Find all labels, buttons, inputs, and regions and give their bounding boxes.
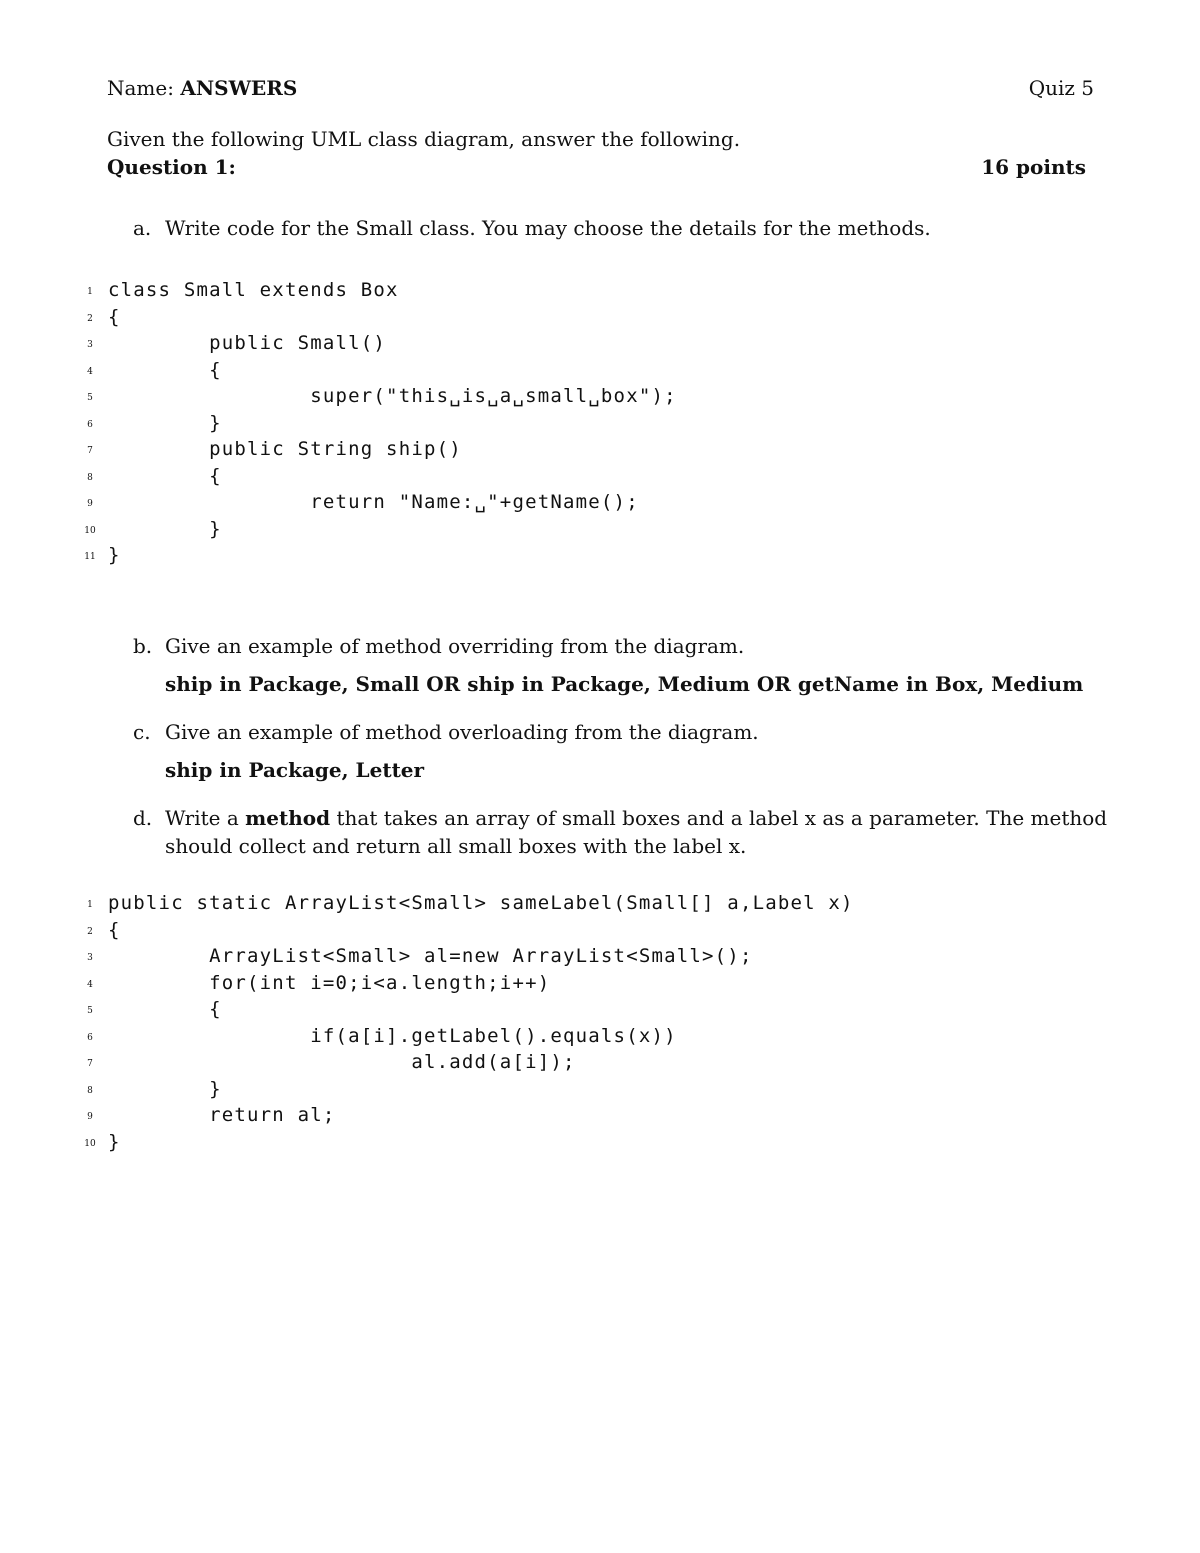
line-number: 8 (87, 472, 93, 483)
code-text: public static ArrayList<Small> sameLabel(Small[] a,Label x) (108, 892, 854, 914)
line-number: 5 (87, 1006, 93, 1016)
code-text: public String ship() (108, 438, 462, 460)
line-number: 5 (87, 393, 93, 403)
code-text: return "Name:␣"+getName(); (108, 491, 639, 513)
part-b-answer: ship in Package, Small OR ship in Package, Medium OR getName in Box, Medium (165, 672, 1084, 696)
line-number: 10 (84, 525, 96, 536)
part-c-label: c. (133, 720, 151, 744)
line-number: 7 (87, 446, 93, 456)
code-text: public Small() (108, 332, 387, 354)
question-title: Question 1: (107, 155, 236, 179)
quiz-number: Quiz 5 (1028, 76, 1094, 100)
line-number: 11 (84, 552, 96, 562)
part-d-label: d. (133, 806, 153, 830)
part-d-text (165, 806, 1107, 830)
line-number: 9 (87, 499, 93, 509)
code-text: } (108, 1077, 222, 1100)
code-text: } (108, 1130, 121, 1153)
code-text: { (108, 358, 222, 381)
line-number: 1 (87, 287, 93, 297)
code-text: super("this␣is␣a␣small␣box"); (108, 385, 677, 407)
line-number: 10 (84, 1138, 96, 1149)
code-text: } (108, 517, 222, 540)
question-points: 16 points (981, 155, 1086, 179)
line-number: 3 (87, 340, 93, 350)
intro-text: Given the following UML class diagram, answer the following. (107, 127, 741, 151)
line-number: 9 (87, 1112, 93, 1122)
code-text: for(int i=0;i<a.length;i++) (108, 971, 551, 994)
line-number: 6 (87, 419, 93, 430)
part-d-text-before: Write a (165, 806, 246, 830)
code-text: if(a[i].getLabel().equals(x)) (108, 1024, 677, 1047)
part-c-text: Give an example of method overloading from the diagram. (165, 720, 759, 744)
part-c-answer: ship in Package, Letter (165, 758, 425, 782)
code-text: return al; (108, 1104, 336, 1126)
code-text: { (108, 998, 222, 1020)
part-a-text: Write code for the Small class. You may choose the details for the methods. (165, 216, 931, 240)
name-line (107, 76, 297, 100)
line-number: 2 (87, 313, 93, 324)
name-value: ANSWERS (180, 76, 298, 100)
line-number: 3 (87, 953, 93, 963)
part-d-text-bold: method (245, 806, 331, 830)
code-text: ArrayList<Small> al=new ArrayList<Small>(); (108, 945, 753, 967)
line-number: 7 (87, 1059, 93, 1069)
code-text: } (108, 544, 121, 566)
line-number: 4 (87, 979, 93, 990)
code-text: { (108, 918, 121, 941)
part-b-label: b. (133, 634, 153, 658)
line-number: 1 (87, 900, 93, 910)
line-number: 4 (87, 366, 93, 377)
code-text: { (108, 305, 121, 328)
code-text: } (108, 411, 222, 434)
code-text: al.add(a[i]); (108, 1051, 576, 1073)
part-d-text-after: that takes an array of small boxes and a label x as a parameter. The method (330, 806, 1108, 830)
line-number: 2 (87, 926, 93, 937)
part-d-text-line2: should collect and return all small boxes with the label x. (165, 834, 747, 858)
name-label: Name: (107, 76, 174, 100)
part-a-label: a. (133, 216, 152, 240)
part-b-text: Give an example of method overriding from the diagram. (165, 634, 745, 658)
code-text: class Small extends Box (108, 279, 399, 301)
line-number: 8 (87, 1085, 93, 1096)
code-text: { (108, 464, 222, 487)
line-number: 6 (87, 1032, 93, 1043)
